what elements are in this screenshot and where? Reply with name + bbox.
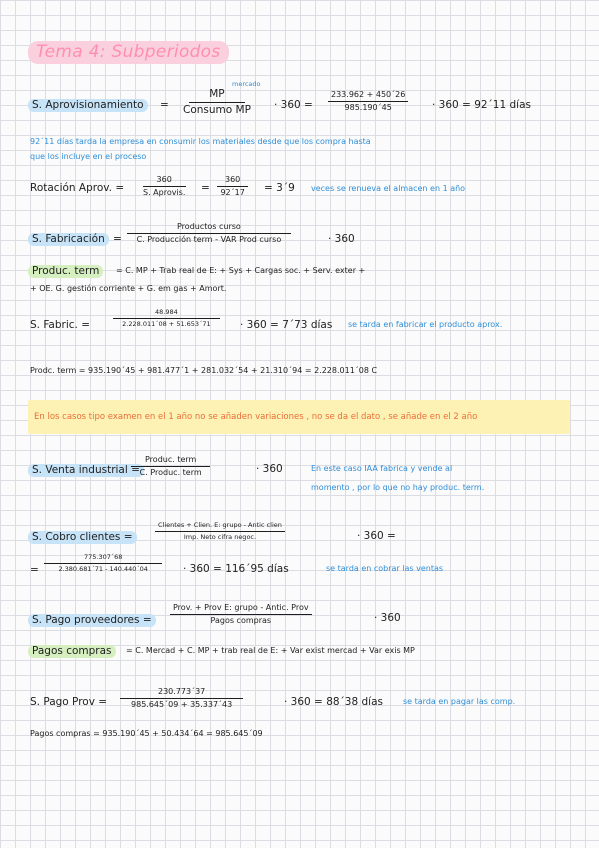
apro-explanation-1: 92´11 días tarda la empresa en consumir los materiales desde que los compra hasta bbox=[30, 137, 371, 146]
venta-mult: · 360 bbox=[256, 463, 283, 475]
fabricacion-frac-num: Productos curso bbox=[127, 223, 291, 234]
fabric-calc-note: se tarda en fabricar el producto aprox. bbox=[348, 320, 503, 329]
pago-calc-result: · 360 = 88´38 días bbox=[284, 696, 383, 708]
fabricacion-mult: · 360 bbox=[328, 233, 355, 245]
rotacion-label: Rotación Aprov. = bbox=[30, 182, 125, 194]
cobro-frac2-den: 2.380.681´71 - 140.440´04 bbox=[58, 564, 148, 573]
apro-frac1-num: MP bbox=[189, 89, 244, 103]
cobro-eq2: = bbox=[30, 564, 39, 576]
fabric-calc-label: S. Fabric. = bbox=[30, 319, 90, 331]
venta-note-1: En este caso IAA fabrica y vende al bbox=[311, 464, 453, 473]
fabric-calc-frac-num: 48.984 bbox=[113, 309, 220, 319]
rotacion-frac2 bbox=[217, 176, 248, 197]
cobro-mult: · 360 = bbox=[357, 530, 396, 542]
pago-calc-frac-den: 985.645´09 + 35.337´43 bbox=[131, 700, 233, 709]
rotacion-frac1-den: S. Aprovis. bbox=[143, 188, 186, 197]
cobro-frac2 bbox=[44, 554, 162, 572]
apro-mult: · 360 = bbox=[274, 99, 313, 111]
apro-label: S. Aprovisionamiento bbox=[28, 99, 148, 112]
rotacion-result: = 3´9 bbox=[264, 182, 295, 194]
cobro-result: · 360 = 116´95 días bbox=[183, 563, 289, 575]
rotacion-frac1-num: 360 bbox=[143, 176, 186, 187]
cobro-note: se tarda en cobrar las ventas bbox=[326, 564, 444, 573]
fabricacion-eq: = bbox=[113, 233, 122, 245]
prodc-term-calc: Prodc. term = 935.190´45 + 981.477´1 + 281.032´54 + 21.310´94 = 2.228.011´08 C bbox=[30, 366, 378, 375]
rotacion-frac1 bbox=[140, 176, 188, 197]
pago-calc-note: se tarda en pagar las comp. bbox=[403, 697, 516, 706]
venta-note-2: momento , por lo que no hay produc. term. bbox=[311, 483, 485, 492]
produc-term-line1: = C. MP + Trab real de E: + Sys + Cargas soc. + Serv. exter + bbox=[116, 266, 366, 275]
venta-frac-den: C. Produc. term bbox=[139, 468, 202, 477]
page-title: Tema 4: Subperiodos bbox=[28, 41, 229, 64]
cobro-frac-num: Clientes + Clien. E: grupo - Antic clien bbox=[155, 522, 285, 532]
apro-result: · 360 = 92´11 días bbox=[432, 99, 531, 111]
apro-frac1-den: Consumo MP bbox=[183, 103, 251, 116]
produc-term-line2: + OE. G. gestión corriente + G. em gas + Amort. bbox=[30, 284, 227, 293]
rotacion-frac2-num: 360 bbox=[217, 176, 248, 187]
pago-prov-label: S. Pago proveedores = bbox=[28, 614, 156, 627]
yellow-note-text: En los casos tipo examen en el 1 año no se añaden variaciones , no se da el dato , se añade en el 2 año bbox=[34, 412, 478, 422]
apro-frac1-note: mercado bbox=[232, 80, 261, 88]
fabricacion-frac-den: C. Producción term - VAR Prod curso bbox=[136, 235, 282, 244]
yellow-note-box bbox=[28, 400, 570, 434]
apro-frac1 bbox=[180, 89, 254, 115]
apro-frac2-den: 985.190´45 bbox=[344, 103, 392, 112]
apro-explanation-2: que los incluye en el proceso bbox=[30, 152, 147, 161]
pagos-compras-calc: Pagos compras = 935.190´45 + 50.434´64 = 985.645´09 bbox=[30, 729, 263, 738]
fabric-calc-frac-den: 2.228.011´08 + 51.653´71 bbox=[122, 319, 211, 328]
pago-calc-frac bbox=[120, 688, 243, 709]
pagos-compras-def: = C. Mercad + C. MP + trab real de E: + Var exist mercad + Var exis MP bbox=[126, 646, 415, 655]
fabric-calc-result: · 360 = 7´73 días bbox=[240, 319, 333, 331]
cobro-label: S. Cobro clientes = bbox=[28, 531, 137, 544]
apro-frac2 bbox=[328, 91, 408, 112]
rotacion-eq: = bbox=[201, 182, 210, 194]
rotacion-frac2-den: 92´17 bbox=[220, 188, 245, 197]
rotacion-note: veces se renueva el almacen en 1 año bbox=[311, 184, 466, 193]
pago-prov-frac bbox=[170, 604, 312, 625]
pago-calc-frac-num: 230.773´37 bbox=[120, 688, 243, 699]
pagos-compras-label: Pagos compras bbox=[28, 645, 116, 658]
apro-frac2-num: 233.962 + 450´26 bbox=[328, 91, 408, 102]
produc-term-label: Produc. term bbox=[28, 265, 103, 278]
pago-prov-frac-den: Pagos compras bbox=[210, 616, 272, 625]
venta-label: S. Venta industrial = bbox=[28, 464, 144, 477]
cobro-frac-den: Imp. Neto cifra negoc. bbox=[183, 532, 257, 541]
cobro-frac2-num: 775.307´68 bbox=[44, 554, 162, 564]
pago-prov-frac-num: Prov. + Prov E: grupo - Antic. Prov bbox=[170, 604, 312, 615]
fabricacion-label: S. Fabricación bbox=[28, 233, 109, 246]
fabricacion-frac bbox=[127, 223, 291, 244]
apro-eq: = bbox=[160, 99, 169, 111]
cobro-frac bbox=[155, 522, 285, 540]
pago-prov-mult: · 360 bbox=[374, 612, 401, 624]
venta-frac bbox=[131, 456, 210, 477]
venta-frac-num: Produc. term bbox=[131, 456, 210, 467]
pago-calc-label: S. Pago Prov = bbox=[30, 696, 108, 708]
fabric-calc-frac bbox=[113, 309, 220, 327]
